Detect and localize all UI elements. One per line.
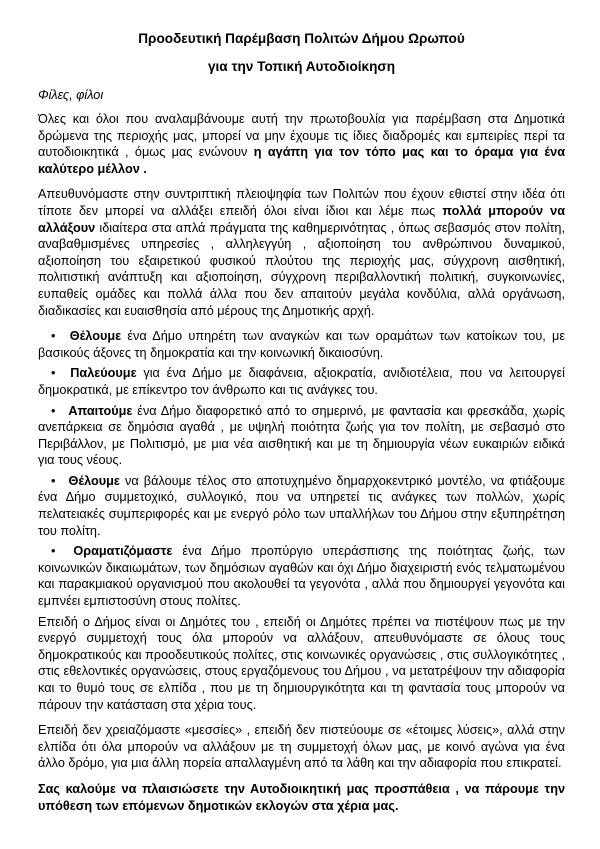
text-run: Θέλουμε [68, 473, 120, 488]
text-run: ιδιαίτερα στα απλά πράγματα της καθημερινότητας , όπως σεβασμός στον πολίτη, αναβαθμισμένες υπηρεσίες , αλληλεγγύη , αξιοποίηση του ανθρώπινου δυναμικού, αξιοποίηση του εξαιρετικού φυσικού πλούτου της περιοχής μας, σύγχρονη αισθητική, πολιτιστική ανάπτυξη και αξιοποίηση, σύγχρονη περιβαλλοντική πολιτική, συγκοινωνίες, ευπαθείς ομάδες και πολλά άλλα που δεν απαιτούν μεγάλα κονδύλια, αλλά οργάνωση, διαδικασίες και ευαισθησία από μέρους της Δημοτικής αρχή. [38, 220, 565, 318]
text-run: να βάλουμε τέλος στο αποτυχημένο δημαρχοκεντρικό μοντέλο, να φτιάξουμε ένα Δήμο συμμετοχικό, συλλογικό, που να υπηρετεί τις ανάγκες των πολλών, χωρίς πελατειακές συμπεριφορές και με ενεργό ρόλο των υπαλλήλων του Δήμου στην εξυπηρέτηση του πολίτη. [38, 473, 565, 538]
bullet-item-want-1 [38, 328, 565, 361]
text-run: η αγάπη για τον τόπο μας και το όραμα για ένα καλύτερο μέλλον . [38, 145, 565, 176]
bullet-marker: • [51, 366, 71, 381]
text-run: πολλά μπορούν να αλλάξουν [38, 203, 565, 235]
text-run: ένα Δήμο διαφορετικό από το σημερινό, με φαντασία και φρεσκάδα, χωρίς ανεπάρκεια σε δημόσια αγαθά , με υψηλή ποιότητα ζωής για τον πολίτη, με σεβασμό στο Περιβάλλον, με Πολιτισμό, με μια νέα αισθητική και με τη δημιουργία νέων ευκαιριών ειδικά για τους νέους. [38, 403, 565, 468]
text-run: Παλεύουμε [70, 366, 137, 381]
bullet-item-fight [38, 365, 565, 398]
paragraph-because-no-messiahs [38, 722, 565, 772]
text-run: Απαιτούμε [68, 403, 133, 418]
bullet-marker: • [51, 473, 69, 488]
bullet-marker: • [51, 544, 74, 559]
text-run: για ένα Δήμο με διαφάνεια, αξιοκρατία, ανιδιοτέλεια, που να λειτουργεί δημοκρατικά, με επίκεντρο τον άνθρωπο και τις ανάγκες του. [38, 366, 566, 397]
paragraph-because-citizens [38, 614, 565, 714]
bullet-marker: • [51, 403, 69, 418]
bullet-marker: • [51, 329, 70, 344]
salutation: Φίλες, φίλοι [38, 88, 104, 102]
text-run: Οραματιζόμαστε [73, 544, 173, 559]
text-run: Θέλουμε [69, 329, 122, 344]
paragraph-intro [38, 111, 565, 177]
doc-title: Προοδευτική Παρέμβαση Πολιτών Δήμου Ωρωπού [138, 31, 465, 46]
paragraph-closing-call [38, 781, 565, 814]
text-run: Επειδή δεν χρειαζόμαστε «μεσσίες» , επειδή δεν πιστεύουμε σε «έτοιμες λύσεις», αλλά στην ελπίδα ότι όλα μπορούν να αλλάξουν με τη συμμετοχή όλων μας, με κοινό αγώνα για ένα άλλο δρόμο, για μια άλλη πορεία απαλλαγμένη από τα λάθη και την αδιαφορία που επικρατεί. [38, 723, 565, 771]
text-run: Επειδή ο Δήμος είναι οι Δημότες του , επειδή οι Δημότες πρέπει να πιστέψουν πως με την ενεργό συμμετοχή τους όλα μπορούν να αλλάξουν, απευθυνόμαστε σε όλους τους δημοκρατικούς και προοδευτικούς πολίτες, στις κοινωνικές οργανώσεις , στις συλλογικότητες , στις εθελοντικές οργανώσεις, στους εργαζόμενους του Δήμου , να μετατρέψουν την αδιαφορία και το θυμό τους σε ελπίδα , που με τη δημιουργικότητα και τη φαντασία τους μπορούν να πάρουν την κατάσταση στα χέρια τους. [38, 614, 565, 712]
bullet-item-demand [38, 403, 565, 469]
bullet-item-want-2 [38, 473, 565, 539]
doc-subtitle: για την Τοπική Αυτοδιοίκηση [207, 59, 396, 74]
paragraph-audience [38, 186, 565, 319]
text-run: Απευθυνόμαστε στην συντριπτική πλειοψηφία των Πολιτών που έχουν εθιστεί στην ιδέα ότι τίποτε δεν μπορεί να αλλάξει επειδή όλοι είναι ίδιοι και λέμε πως [38, 187, 565, 218]
text-run: Όλες και όλοι που αναλαμβάνουμε αυτή την πρωτοβουλία για παρέμβαση στα Δημοτικά δρώμενα της περιοχής μας, μπορεί να μην έχουμε τις ίδιες διαδρομές και εμπειρίες περί τα αυτοδιοικητικά , όμως μας ενώνουν [38, 112, 565, 160]
text-run: ένα Δήμο προπύργιο υπεράσπισης της ποιότητας ζωής, των κοινωνικών δικαιωμάτων, των δημόσιων αγαθών και όχι Δήμο διαχειριστή ενός τελματωμένου και παρακμιακού οργανισμού που ακολουθεί τα γεγονότα , αλλά που δημιουργεί γεγονότα και εμπνέει εμπιστοσύνη στους πολίτες. [38, 544, 565, 609]
bullet-item-envision [38, 543, 565, 609]
text-run: ένα Δήμο υπηρέτη των αναγκών και των οραμάτων των κατοίκων του, με βασικούς άξονες τη δημοκρατία και την κοινωνική δικαιοσύνη. [38, 329, 566, 360]
text-run: Σας καλούμε να πλαισιώσετε την Αυτοδιοικητική μας προσπάθεια , να πάρουμε την υπόθεση των επόμενων δημοτικών εκλογών στα χέρια μας. [38, 781, 565, 813]
